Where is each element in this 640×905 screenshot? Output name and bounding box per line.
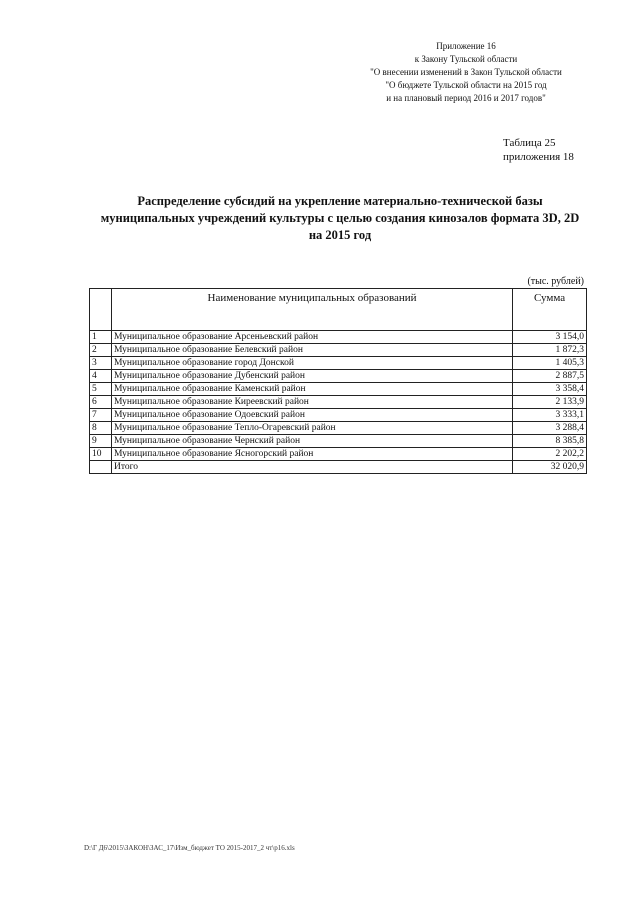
appendix-reference: приложения 18 (503, 151, 574, 163)
table-row (90, 422, 587, 435)
row-name: Муниципальное образование Чернский район (111, 435, 512, 448)
appendix-line: "О внесении изменений в Закон Тульской области (370, 67, 562, 77)
table-row (90, 409, 587, 422)
row-sum: 3 358,4 (513, 383, 587, 396)
row-name: Муниципальное образование Одоевский район (111, 409, 512, 422)
table-row (90, 370, 587, 383)
appendix-line: к Закону Тульской области (414, 54, 518, 64)
column-header-number (90, 289, 112, 331)
row-number: 6 (90, 396, 112, 409)
file-path-footer: D:\Г Д6\2015\ЗАКОН\ЗАС_17\Изм_бюджет ТО 2015-2017_2 чт\p16.xls (84, 844, 295, 852)
row-sum: 3 154,0 (513, 331, 587, 344)
row-name: Муниципальное образование город Донской (111, 357, 512, 370)
row-number: 7 (90, 409, 112, 422)
row-sum: 2 133,9 (513, 396, 587, 409)
appendix-header (346, 40, 586, 105)
title-line: Распределение субсидий на укрепление материально-технической базы (137, 194, 543, 208)
row-name: Муниципальное образование Каменский район (111, 383, 512, 396)
row-sum: 2 887,5 (513, 370, 587, 383)
appendix-line: "О бюджете Тульской области на 2015 год (385, 80, 547, 90)
table-row (90, 331, 587, 344)
table-number: Таблица 25 (503, 137, 556, 149)
table-reference (503, 136, 574, 164)
appendix-line: и на плановый период 2016 и 2017 годов" (386, 93, 546, 103)
row-sum: 3 288,4 (513, 422, 587, 435)
table-row (90, 448, 587, 461)
row-number: 10 (90, 448, 112, 461)
table-row (90, 435, 587, 448)
row-name: Муниципальное образование Киреевский район (111, 396, 512, 409)
row-sum: 2 202,2 (513, 448, 587, 461)
table-header-row (90, 289, 587, 331)
row-name: Муниципальное образование Ясногорский район (111, 448, 512, 461)
document-title (90, 193, 590, 244)
row-sum: 3 333,1 (513, 409, 587, 422)
total-number (90, 461, 112, 474)
row-number: 1 (90, 331, 112, 344)
row-number: 5 (90, 383, 112, 396)
units-label: (тыс. рублей) (527, 276, 584, 287)
row-number: 9 (90, 435, 112, 448)
row-sum: 8 385,8 (513, 435, 587, 448)
title-line: на 2015 год (308, 228, 372, 242)
title-line: муниципальных учреждений культуры с целью создания кинозалов формата 3D, 2D (100, 211, 580, 225)
total-label: Итого (111, 461, 512, 474)
appendix-line: Приложение 16 (436, 41, 496, 51)
table-total-row (90, 461, 587, 474)
row-number: 2 (90, 344, 112, 357)
row-number: 8 (90, 422, 112, 435)
total-sum: 32 020,9 (513, 461, 587, 474)
row-name: Муниципальное образование Тепло-Огаревский район (111, 422, 512, 435)
row-name: Муниципальное образование Дубенский район (111, 370, 512, 383)
subsidy-table (89, 288, 587, 474)
row-number: 4 (90, 370, 112, 383)
table-row (90, 344, 587, 357)
column-header-sum: Сумма (513, 289, 587, 331)
row-name: Муниципальное образование Белевский район (111, 344, 512, 357)
row-sum: 1 872,3 (513, 344, 587, 357)
row-name: Муниципальное образование Арсеньевский район (111, 331, 512, 344)
subsidy-table-container (89, 288, 587, 474)
row-sum: 1 405,3 (513, 357, 587, 370)
table-row (90, 357, 587, 370)
row-number: 3 (90, 357, 112, 370)
table-row (90, 383, 587, 396)
column-header-name: Наименование муниципальных образований (111, 289, 512, 331)
table-row (90, 396, 587, 409)
